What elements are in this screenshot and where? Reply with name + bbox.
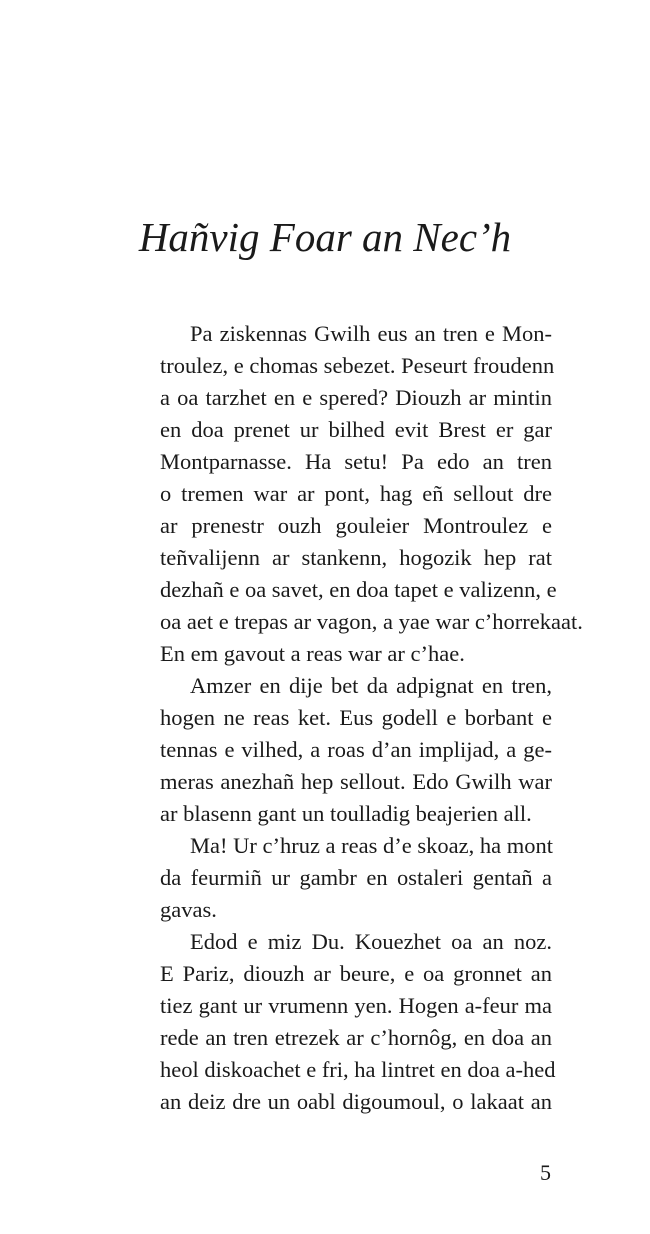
text-line: hogen ne reas ket. Eus godell e borbant e: [160, 705, 552, 730]
text-line: Amzer en dije bet da adpignat en tren,: [190, 673, 552, 698]
text-line: ar prenestr ouzh gouleier Montroulez e: [160, 513, 552, 538]
text-line: a oa tarzhet en e spered? Diouzh ar mintin: [160, 385, 552, 410]
text-line: meras anezhañ hep sellout. Edo Gwilh war: [160, 769, 552, 794]
text-line: troulez, e chomas sebezet. Peseurt froudenn: [160, 353, 555, 378]
paragraph-3: [130, 830, 552, 926]
paragraph-4: [130, 926, 556, 1118]
text-line: ar blasenn gant un toulladig beajerien all.: [160, 801, 532, 826]
text-line: o tremen war ar pont, hag eñ sellout dre: [160, 481, 552, 506]
text-line: dezhañ e oa savet, en doa tapet e valizenn, e: [160, 577, 557, 602]
text-line: rede an tren etrezek ar c’hornôg, en doa an: [160, 1025, 552, 1050]
text-line: En em gavout a reas war ar c’hae.: [160, 641, 465, 666]
text-line: teñvalijenn ar stankenn, hogozik hep rat: [160, 545, 552, 570]
text-line: E Pariz, diouzh ar beure, e oa gronnet an: [160, 961, 552, 986]
text-line: gavas.: [160, 897, 217, 922]
text-line: an deiz dre un oabl digoumoul, o lakaat an: [160, 1089, 552, 1114]
text-line: tennas e vilhed, a roas d’an implijad, a ge-: [160, 737, 552, 762]
text-line: en doa prenet ur bilhed evit Brest er gar: [160, 417, 552, 442]
chapter-title: Hañvig Foar an Nec’h: [138, 214, 512, 260]
paragraph-1: [130, 318, 583, 670]
text-line: Pa ziskennas Gwilh eus an tren e Mon-: [190, 321, 552, 346]
paragraph-2: [130, 670, 552, 830]
text-line: da feurmiñ ur gambr en ostaleri gentañ a: [160, 865, 552, 890]
text-line: Ma! Ur c’hruz a reas d’e skoaz, ha mont: [190, 833, 553, 858]
page-number: 5: [540, 1160, 551, 1185]
text-line: oa aet e trepas ar vagon, a yae war c’horrekaat.: [160, 609, 583, 634]
text-line: heol diskoachet e fri, ha lintret en doa a-hed: [160, 1057, 556, 1082]
text-line: Montparnasse. Ha setu! Pa edo an tren: [160, 449, 552, 474]
text-line: tiez gant ur vrumenn yen. Hogen a-feur ma: [160, 993, 552, 1018]
body-text: [130, 318, 583, 1118]
text-line: Edod e miz Du. Kouezhet oa an noz.: [190, 929, 552, 954]
